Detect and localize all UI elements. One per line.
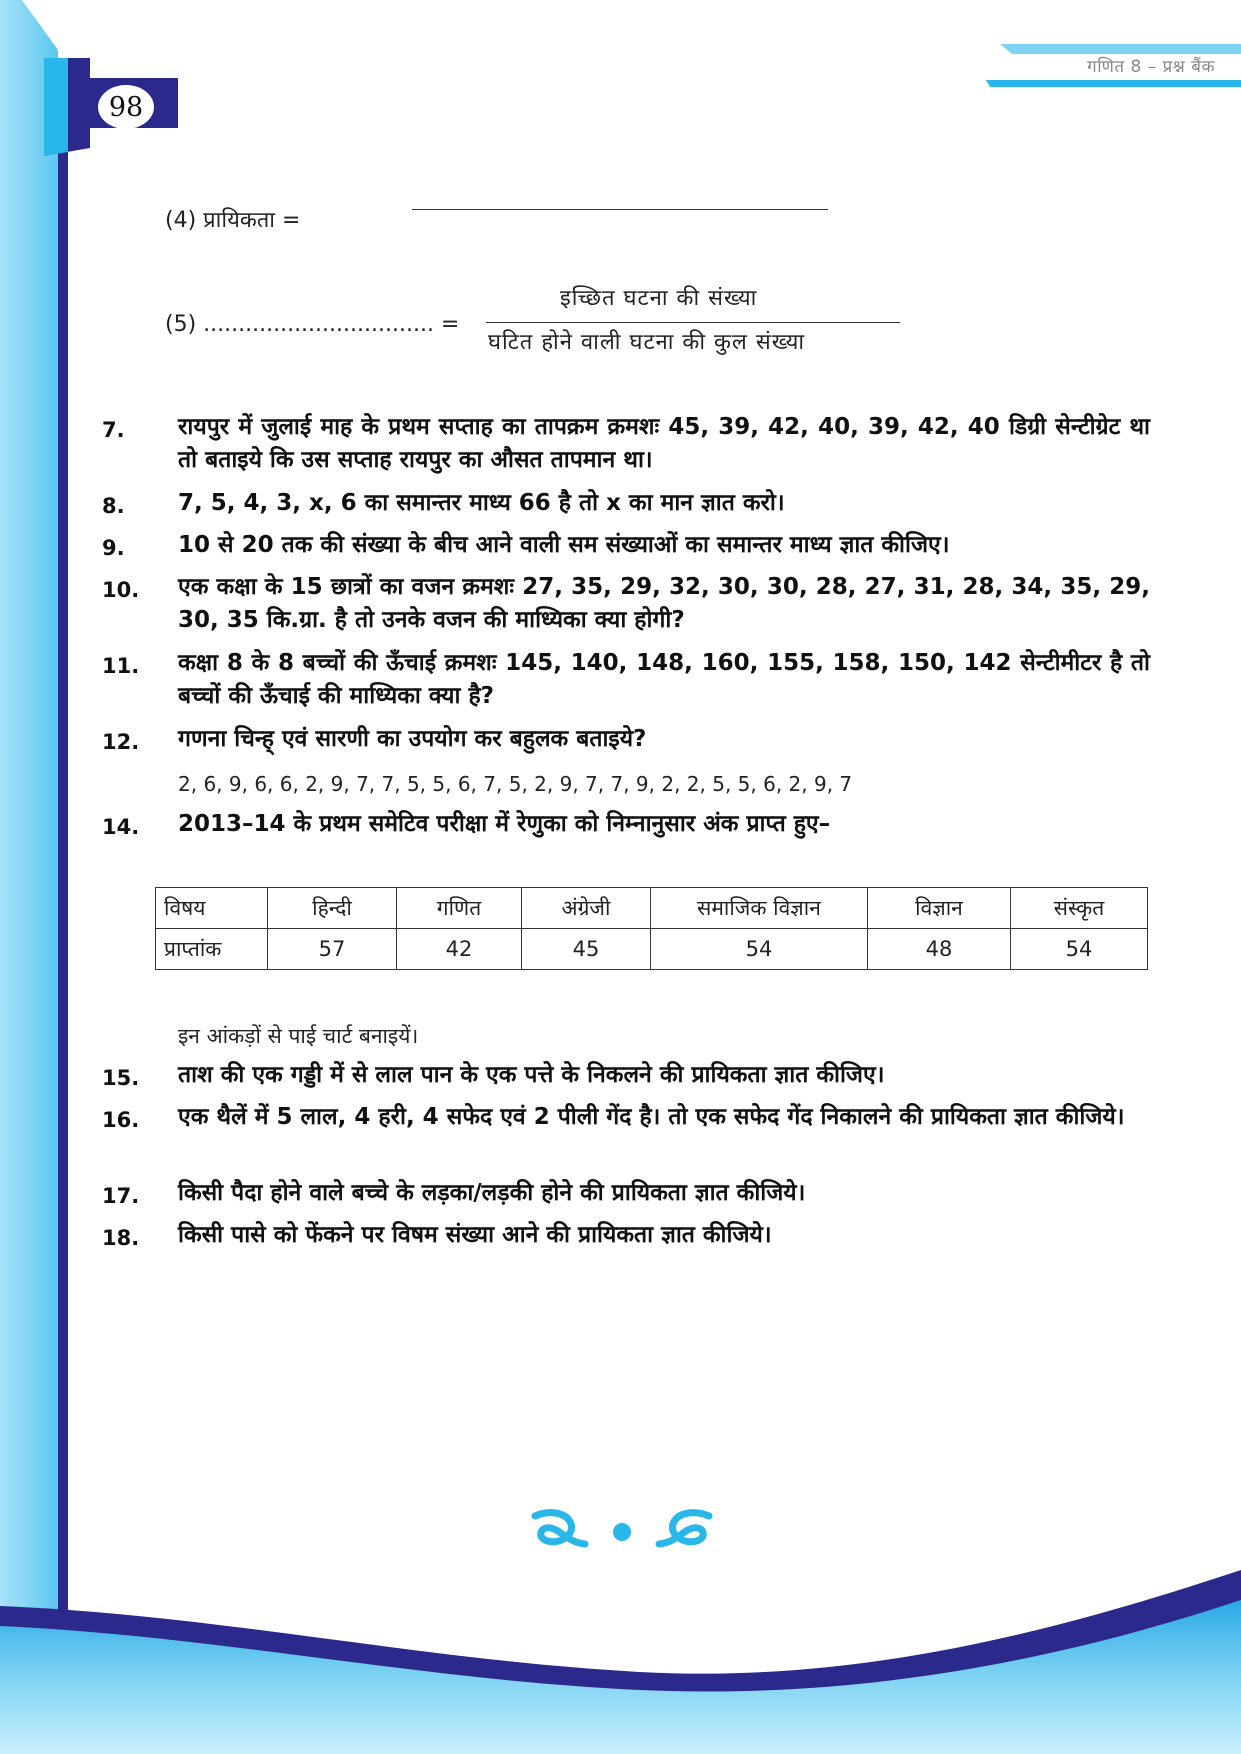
marks-table — [155, 887, 1148, 970]
table-cell: विज्ञान — [868, 888, 1011, 929]
definition-5: (5) ................................. = — [165, 312, 460, 337]
table-row — [156, 929, 1148, 970]
answer-blank-line — [412, 209, 828, 210]
question-text: 10 से 20 तक की संख्या के बीच आने वाली सम संख्याओं का समान्तर माध्य ज्ञात कीजिए। — [178, 532, 950, 558]
question-text: किसी पासे को फेंकने पर विषम संख्या आने की प्रायिकता ज्ञात कीजिये। — [178, 1222, 772, 1248]
question-text: एक थैलें में 5 लाल, 4 हरी, 4 सफेद एवं 2 पीली गेंद है। तो एक सफेद गेंद निकालने की प्रायिकता ज्ञात कीजिये। — [178, 1104, 1125, 1130]
question-number: 10. — [102, 578, 140, 602]
table-cell: समाजिक विज्ञान — [651, 888, 868, 929]
question-text: 2013–14 के प्रथम समेटिव परीक्षा में रेणुका को निम्नानुसार अंक प्राप्त हुए– — [178, 811, 831, 837]
question-number: 11. — [102, 654, 140, 678]
table-cell: 42 — [397, 929, 522, 970]
table-cell: प्राप्तांक — [156, 929, 268, 970]
question-number: 8. — [102, 494, 125, 518]
book-title: गणित 8 – प्रश्न बैंक — [1087, 57, 1215, 77]
table-cell: संस्कृत — [1011, 888, 1148, 929]
question-text: कक्षा 8 के 8 बच्चों की ऊँचाई क्रमशः 145, 140, 148, 160, 155, 158, 150, 142 सेन्टीमीटर है तो बच्चों की ऊँचाई की माध्यिका क्या है? — [178, 650, 1150, 709]
ornament-icon — [527, 1508, 717, 1552]
pie-chart-instruction: इन आंकड़ों से पाई चार्ट बनाइयें। — [178, 1024, 419, 1048]
question-number: 18. — [102, 1226, 140, 1250]
table-cell: 54 — [651, 929, 868, 970]
header-accent — [1000, 44, 1241, 54]
fraction-bar — [486, 322, 900, 323]
question-text: एक कक्षा के 15 छात्रों का वजन क्रमशः 27, 35, 29, 32, 30, 30, 28, 27, 31, 28, 34, 35, 29, 30, 35 कि.ग्रा. है तो उनके वजन की माध्यिका क्या होगी? — [178, 574, 1150, 633]
table-cell: गणित — [397, 888, 522, 929]
header-accent-line — [986, 80, 1241, 87]
definition-4: (4) प्रायिकता = — [165, 208, 301, 233]
table-cell: 45 — [522, 929, 651, 970]
question-number: 12. — [102, 730, 140, 754]
question-text: किसी पैदा होने वाले बच्चे के लड़का/लड़की होने की प्रायिकता ज्ञात कीजिये। — [178, 1180, 806, 1206]
question-number: 9. — [102, 536, 125, 560]
fraction-denominator: घटित होने वाली घटना की कुल संख्या — [488, 330, 806, 355]
table-cell: हिन्दी — [268, 888, 397, 929]
page-number: 98 — [98, 85, 154, 129]
sidebar-line — [58, 60, 68, 1620]
table-header-row — [156, 888, 1148, 929]
sidebar-band — [0, 0, 58, 1754]
table-cell: 57 — [268, 929, 397, 970]
page-flag-light — [44, 58, 68, 156]
question-number: 17. — [102, 1184, 140, 1208]
question-text: रायपुर में जुलाई माह के प्रथम सप्ताह का तापक्रम क्रमशः 45, 39, 42, 40, 39, 42, 40 डिग्री सेन्टीग्रेट था तो बताइये कि उस सप्ताह रायपुर का औसत तापमान था। — [178, 414, 1150, 473]
fraction-numerator: इच्छित घटना की संख्या — [560, 286, 758, 311]
question-number: 14. — [102, 815, 140, 839]
table-cell: विषय — [156, 888, 268, 929]
question-number: 16. — [102, 1108, 140, 1132]
question-number: 7. — [102, 418, 125, 442]
q12-data-values: 2, 6, 9, 6, 6, 2, 9, 7, 7, 5, 5, 6, 7, 5, 2, 9, 7, 7, 9, 2, 2, 5, 5, 6, 2, 9, 7 — [178, 772, 853, 796]
question-text: 7, 5, 4, 3, x, 6 का समान्तर माध्य 66 है तो x का मान ज्ञात करो। — [178, 490, 785, 516]
question-text: गणना चिन्ह् एवं सारणी का उपयोग कर बहुलक बताइये? — [178, 726, 647, 752]
question-number: 15. — [102, 1066, 140, 1090]
table-cell: अंग्रेजी — [522, 888, 651, 929]
table-cell: 54 — [1011, 929, 1148, 970]
question-text: ताश की एक गड्डी में से लाल पान के एक पत्ते के निकलने की प्रायिकता ज्ञात कीजिए। — [178, 1062, 885, 1088]
table-cell: 48 — [868, 929, 1011, 970]
